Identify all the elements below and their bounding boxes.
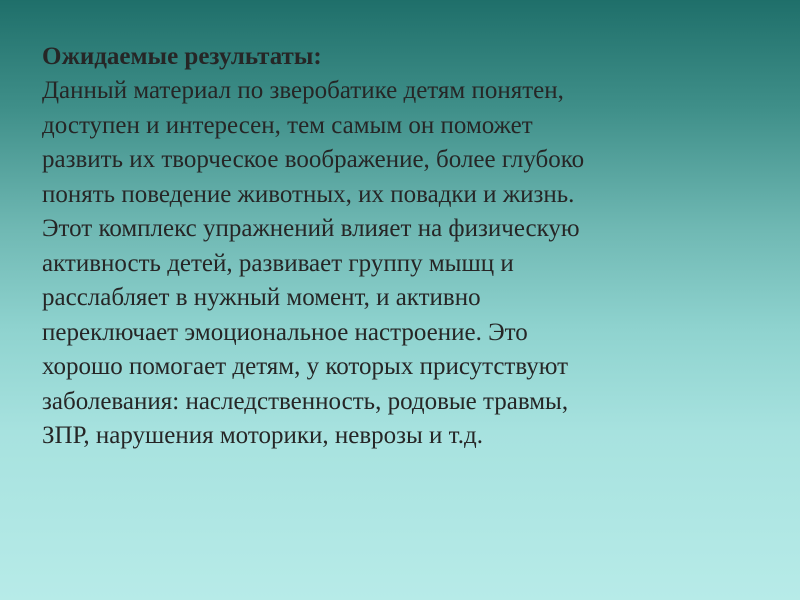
body-line: Данный материал по зверобатике детям понятен, bbox=[42, 77, 564, 104]
body-line: Этот комплекс упражнений влияет на физическую bbox=[42, 215, 580, 242]
slide-body bbox=[42, 74, 762, 454]
body-line: расслабляет в нужный момент, и активно bbox=[42, 284, 481, 311]
body-line: развить их творческое воображение, более глубоко bbox=[42, 146, 585, 173]
slide-content bbox=[42, 40, 762, 454]
body-line: понять поведение животных, их повадки и жизнь. bbox=[42, 180, 575, 208]
body-line: активность детей, развивает группу мышц и bbox=[42, 249, 514, 277]
body-line: заболевания: наследственность, родовые травмы, bbox=[42, 387, 569, 415]
body-line: хорошо помогает детям, у которых присутствуют bbox=[42, 353, 569, 380]
body-line: переключает эмоциональное настроение. Это bbox=[42, 318, 528, 346]
body-line: ЗПР, нарушения моторики, неврозы и т.д. bbox=[42, 422, 483, 449]
body-line: доступен и интересен, тем самым он поможет bbox=[42, 111, 533, 139]
slide-title: Ожидаемые результаты: bbox=[42, 43, 322, 70]
